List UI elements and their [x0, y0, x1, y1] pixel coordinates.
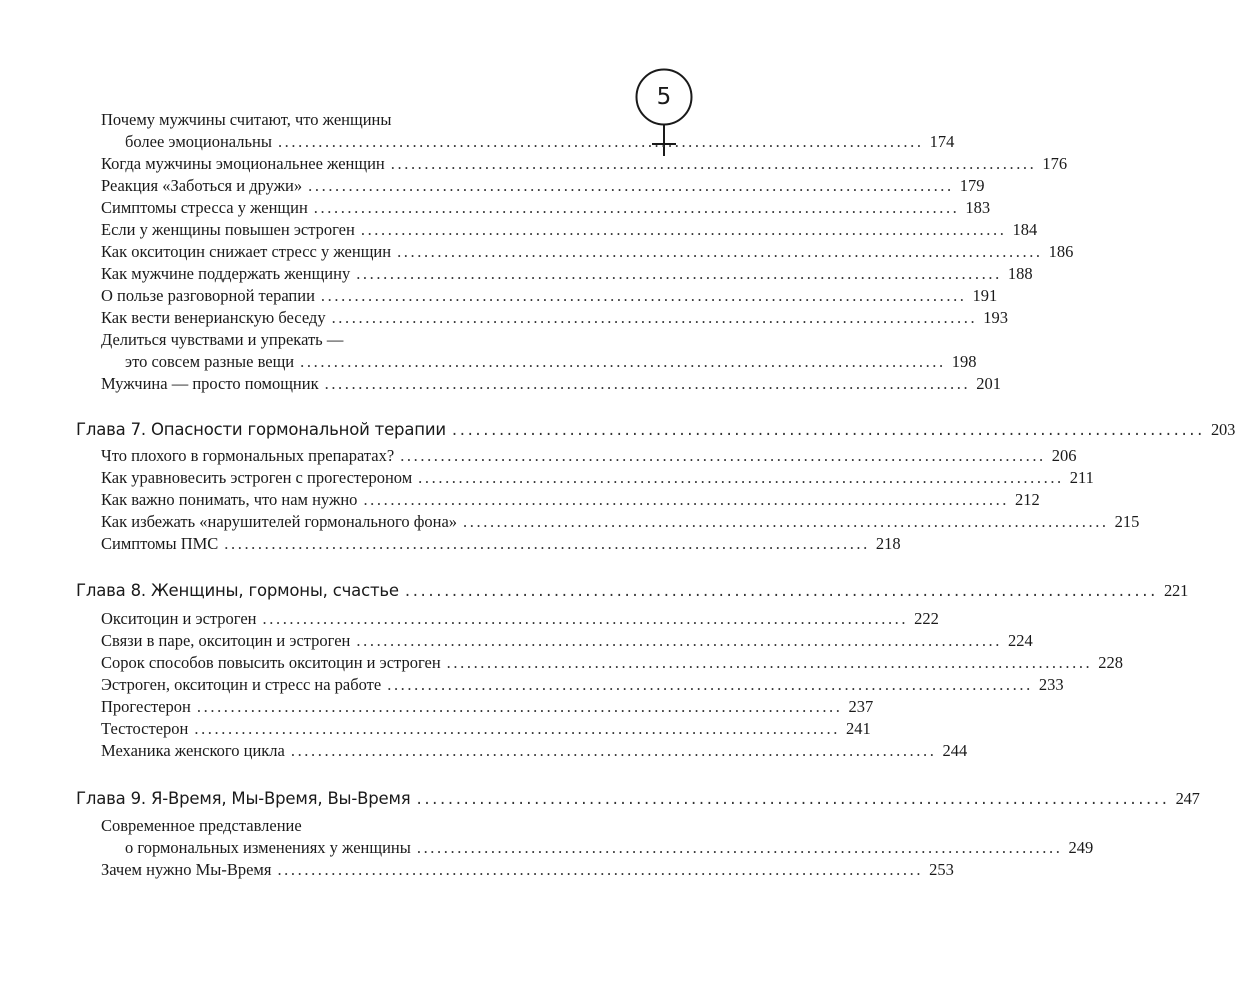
toc-entry-page: 206 — [1051, 446, 1077, 465]
toc-entry-page: 249 — [1068, 838, 1094, 857]
toc-entry[interactable] — [101, 608, 939, 630]
toc-entry-title: Прогестерон — [101, 697, 191, 716]
toc-entry-title: Как мужчине поддержать женщину — [101, 264, 351, 283]
leader-dots: ................................................................................................ — [356, 631, 1002, 650]
chapter-9-heading[interactable] — [76, 788, 1200, 810]
toc-entry-title: Что плохого в гормональных препаратах? — [101, 446, 395, 465]
toc-entry-title: это совсем разные вещи — [125, 352, 295, 371]
toc-entry-title: Эстроген, окситоцин и стресс на работе — [101, 675, 382, 694]
chapter-number: 5 — [656, 84, 672, 110]
toc-entry[interactable] — [101, 175, 985, 197]
toc-entry-title: более эмоциональны — [125, 132, 272, 151]
toc-entry-title: Реакция «Заботься и дружи» — [101, 176, 303, 195]
toc-entry-page: 198 — [951, 352, 977, 371]
toc-entry-title: Если у женщины повышен эстроген — [101, 220, 355, 239]
toc-entry-page: 233 — [1038, 675, 1064, 694]
leader-dots: ................................................................................................ — [277, 860, 924, 879]
toc-entry-page: 218 — [875, 534, 901, 553]
toc-entry[interactable] — [101, 696, 874, 718]
toc-entry-page: 191 — [972, 286, 998, 305]
toc-entry-title: Как избежать «нарушителей гормонального фона» — [101, 512, 458, 531]
toc-entry[interactable] — [125, 837, 1094, 859]
leader-dots: ................................................................................................ — [418, 468, 1064, 487]
toc-entry-line1: Современное представление — [101, 816, 302, 835]
chapter-page: 247 — [1175, 789, 1200, 808]
leader-dots: ................................................................................................ — [224, 534, 870, 553]
toc-entry-page: 179 — [959, 176, 985, 195]
leader-dots: ................................................................................................ — [446, 653, 1093, 672]
toc-entry-title: о гормональных изменениях у женщины — [125, 838, 411, 857]
toc-entry[interactable] — [101, 467, 1094, 489]
leader-dots: ................................................................................................ — [400, 446, 1046, 465]
toc-entry[interactable] — [101, 674, 1064, 696]
leader-dots: ................................................................................................ — [300, 352, 946, 371]
toc-entry[interactable] — [101, 652, 1124, 674]
leader-dots: ................................................................................................ — [360, 220, 1007, 239]
toc-entry-page: 193 — [983, 308, 1008, 327]
leader-dots: ................................................................................................ — [416, 789, 1170, 808]
toc-entry-page: 224 — [1008, 631, 1033, 650]
toc-entry[interactable] — [101, 197, 991, 219]
leader-dots: ................................................................................................ — [416, 838, 1063, 857]
leader-dots: ................................................................................................ — [404, 581, 1158, 600]
chapter-8-heading[interactable] — [76, 580, 1189, 602]
toc-entry[interactable] — [101, 373, 1001, 395]
toc-entry-page: 212 — [1015, 490, 1040, 509]
toc-entry-title: Тестостерон — [101, 719, 189, 738]
leader-dots: ................................................................................................ — [196, 697, 843, 716]
toc-entry[interactable] — [101, 307, 1008, 329]
toc-entry-page: 228 — [1098, 653, 1124, 672]
toc-entry-title: Окситоцин и эстроген — [101, 609, 257, 628]
leader-dots: ................................................................................................ — [277, 132, 924, 151]
toc-entry-page: 184 — [1012, 220, 1038, 239]
toc-entry-page: 215 — [1114, 512, 1140, 531]
toc-entry-title: О пользе разговорной терапии — [101, 286, 315, 305]
toc-entry[interactable] — [101, 241, 1074, 263]
chapter-page: 203 — [1210, 420, 1235, 439]
leader-dots: ................................................................................................ — [463, 512, 1109, 531]
toc-entry[interactable] — [125, 131, 955, 153]
leader-dots: ................................................................................................ — [387, 675, 1033, 694]
toc-entry[interactable] — [101, 285, 998, 307]
leader-dots: ................................................................................................ — [308, 176, 954, 195]
toc-entry[interactable] — [101, 533, 901, 555]
toc-entry[interactable] — [101, 153, 1068, 175]
leader-dots: ................................................................................................ — [363, 490, 1010, 509]
leader-dots: ................................................................................................ — [390, 154, 1037, 173]
toc-entry[interactable] — [101, 630, 1033, 652]
toc-entry-page: 183 — [965, 198, 991, 217]
toc-entry-title: Зачем нужно Мы-Время — [101, 860, 272, 879]
toc-entry-page: 237 — [848, 697, 874, 716]
toc-entry-page: 222 — [914, 609, 939, 628]
toc-entry-title: Как уравновесить эстроген с прогестероном — [101, 468, 413, 487]
leader-dots: ................................................................................................ — [194, 719, 840, 738]
leader-dots: ................................................................................................ — [356, 264, 1002, 283]
toc-entry-line1: Почему мужчины считают, что женщины — [101, 110, 392, 129]
leader-dots: ................................................................................................ — [290, 741, 937, 760]
leader-dots: ................................................................................................ — [324, 374, 971, 393]
toc-entry-title: Симптомы стресса у женщин — [101, 198, 308, 217]
toc-entry-line1: Делиться чувствами и упрекать — — [101, 330, 344, 349]
leader-dots: ................................................................................................ — [397, 242, 1043, 261]
toc-entry-title: Как вести венерианскую беседу — [101, 308, 326, 327]
chapter-title: Глава 7. Опасности гормональной терапии — [76, 420, 446, 439]
chapter-title: Глава 8. Женщины, гормоны, счастье — [76, 581, 399, 600]
toc-entry-page: 174 — [929, 132, 955, 151]
toc-entry-title: Механика женского цикла — [101, 741, 285, 760]
toc-entry[interactable] — [101, 859, 954, 881]
toc-entry[interactable] — [101, 511, 1140, 533]
toc-entry-title: Как важно понимать, что нам нужно — [101, 490, 358, 509]
toc-entry-title: Как окситоцин снижает стресс у женщин — [101, 242, 392, 261]
toc-entry[interactable] — [101, 740, 968, 762]
toc-entry-title: Связи в паре, окситоцин и эстроген — [101, 631, 351, 650]
toc-entry[interactable] — [101, 219, 1038, 241]
toc-entry[interactable] — [101, 445, 1077, 467]
toc-entry-page: 244 — [942, 741, 968, 760]
leader-dots: ................................................................................................ — [451, 420, 1205, 439]
toc-entry-title: Мужчина — просто помощник — [101, 374, 319, 393]
chapter-title: Глава 9. Я-Время, Мы-Время, Вы-Время — [76, 789, 411, 808]
toc-entry-page: 253 — [929, 860, 954, 879]
leader-dots: ................................................................................................ — [331, 308, 978, 327]
toc-entry-page: 201 — [976, 374, 1001, 393]
toc-entry-title: Сорок способов повысить окситоцин и эстроген — [101, 653, 441, 672]
toc-entry-page: 241 — [845, 719, 871, 738]
leader-dots: ................................................................................................ — [313, 198, 960, 217]
toc-entry[interactable] — [101, 718, 871, 740]
toc-entry-title: Когда мужчины эмоциональнее женщин — [101, 154, 385, 173]
toc-entry-page: 211 — [1069, 468, 1094, 487]
toc-entry[interactable] — [125, 351, 977, 373]
leader-dots: ................................................................................................ — [320, 286, 967, 305]
toc-entry-title: Симптомы ПМС — [101, 534, 219, 553]
toc-entry-page: 188 — [1007, 264, 1033, 283]
toc-entry-page: 186 — [1048, 242, 1074, 261]
leader-dots: ................................................................................................ — [262, 609, 909, 628]
toc-entry[interactable] — [101, 489, 1040, 511]
toc-entry[interactable] — [101, 263, 1033, 285]
chapter-7-heading[interactable] — [76, 419, 1235, 441]
chapter-page: 221 — [1163, 581, 1189, 600]
toc-entry-page: 176 — [1042, 154, 1068, 173]
